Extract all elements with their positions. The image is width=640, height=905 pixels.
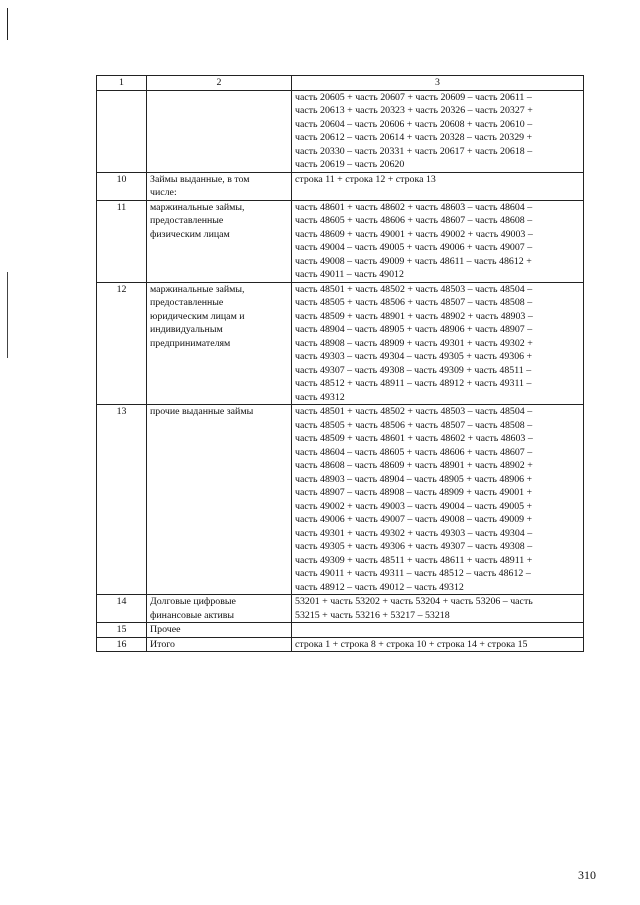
formula-line: часть 48501 + часть 48502 + часть 48503 – часть 48504 – [295,406,533,417]
formula-line: часть 49011 – часть 49012 [295,269,404,280]
indicator-name-line: юридическим лицам и [150,310,245,322]
formula-line: часть 48505 + часть 48506 + часть 48507 – часть 48508 – [295,297,533,308]
formula-line: 53201 + часть 53202 + часть 53204 + часть 53206 – часть [295,596,533,607]
formula-table [96,75,584,652]
formula-line: часть 48907 – часть 48908 – часть 48909 + часть 49001 + [295,487,533,498]
indicator-name [147,172,292,200]
formula-line: часть 48912 – часть 49012 – часть 49312 [295,581,464,593]
indicator-name-line: Прочее [150,624,181,635]
formula-line: часть 48601 + часть 48602 + часть 48603 – часть 48604 – [295,201,533,213]
row-number: 15 [97,623,147,638]
indicator-name-line: финансовые активы [150,609,235,621]
row-number: 12 [97,282,147,405]
indicator-name [147,405,292,595]
formula-line: 53215 + часть 53216 + 53217 – 53218 [295,609,450,621]
formula-line: часть 48908 – часть 48909 + часть 49301 + часть 49302 + [295,337,533,349]
indicator-name-line: Итого [150,638,175,650]
calculation-formula [292,405,584,595]
formula-line: часть 49305 + часть 49306 + часть 49307 – часть 49308 – [295,541,533,552]
formula-line: строка 11 + строка 12 + строка 13 [295,173,436,185]
indicator-name-line: Долговые цифровые [150,596,236,607]
indicator-name [147,282,292,405]
formula-line: часть 20613 + часть 20323 + часть 20326 – часть 20327 + [295,105,533,116]
formula-line: часть 48904 – часть 48905 + часть 48906 + часть 48907 – [295,324,533,335]
table-header-row [97,76,584,91]
table-row [97,282,584,405]
formula-line: часть 48509 + часть 48601 + часть 48602 + часть 48603 – [295,433,533,444]
row-number: 13 [97,405,147,595]
row-number [97,90,147,172]
row-number: 11 [97,200,147,282]
calculation-formula [292,90,584,172]
formula-line: часть 48505 + часть 48506 + часть 48507 – часть 48508 – [295,419,533,431]
formula-line: часть 49303 – часть 49304 – часть 49305 + часть 49306 + [295,351,533,362]
margin-mark [7,272,8,358]
calculation-formula [292,637,584,652]
indicator-name-line: маржинальные займы, [150,283,245,295]
indicator-name [147,637,292,652]
table-row [97,595,584,623]
indicator-name [147,90,292,172]
table-row [97,623,584,638]
table-row [97,637,584,652]
formula-line: часть 49301 + часть 49302 + часть 49303 – часть 49304 – [295,527,533,539]
indicator-name-line: прочие выданные займы [150,406,254,417]
formula-line: часть 49307 – часть 49308 – часть 49309 + часть 48511 – [295,364,532,376]
formula-line: часть 49004 – часть 49005 + часть 49006 + часть 49007 – [295,242,533,253]
indicator-name [147,623,292,638]
formula-line: часть 48501 + часть 48502 + часть 48503 – часть 48504 – [295,283,533,295]
formula-line: часть 49309 + часть 48511 + часть 48611 + часть 48911 + [295,554,533,566]
indicator-name-line: числе: [150,187,177,198]
formula-line: часть 20330 – часть 20331 + часть 20617 + часть 20618 – [295,145,533,157]
calculation-formula [292,623,584,638]
table-row [97,200,584,282]
row-number: 14 [97,595,147,623]
formula-line: часть 49006 + часть 49007 – часть 49008 – часть 49009 + [295,514,533,525]
indicator-name-line: Займы выданные, в том [150,173,250,185]
indicator-name-line: физическим лицам [150,228,230,240]
margin-mark [7,8,8,40]
calculation-formula [292,200,584,282]
table-row [97,172,584,200]
table-row [97,405,584,595]
indicator-name [147,200,292,282]
formula-line: часть 48609 + часть 49001 + часть 49002 + часть 49003 – [295,228,533,240]
formula-line: часть 48604 – часть 48605 + часть 48606 + часть 48607 – [295,446,533,458]
indicator-name-line: предпринимателям [150,337,231,349]
formula-line: часть 48512 + часть 48911 – часть 48912 + часть 49311 – [295,378,532,389]
row-number: 10 [97,172,147,200]
formula-line: часть 20604 – часть 20606 + часть 20608 + часть 20610 – [295,118,533,130]
column-header: 1 [97,76,147,91]
calculation-formula [292,172,584,200]
indicator-name-line: маржинальные займы, [150,201,245,213]
formula-line: часть 48903 – часть 48904 – часть 48905 + часть 48906 + [295,473,533,485]
indicator-name-line: индивидуальным [150,324,223,335]
row-number: 16 [97,637,147,652]
table-body [97,90,584,652]
column-header: 3 [292,76,584,91]
indicator-name-line: предоставленные [150,297,224,308]
column-header: 2 [147,76,292,91]
calculation-formula [292,282,584,405]
formula-line: строка 1 + строка 8 + строка 10 + строка 14 + строка 15 [295,638,528,650]
formula-line: часть 20605 + часть 20607 + часть 20609 – часть 20611 – [295,91,532,103]
table-row [97,90,584,172]
formula-line: часть 20612 – часть 20614 + часть 20328 – часть 20329 + [295,132,533,143]
formula-line: часть 49312 [295,391,345,403]
formula-line: часть 20619 – часть 20620 [295,159,405,170]
formula-line: часть 49011 + часть 49311 – часть 48512 – часть 48612 – [295,568,531,579]
indicator-name-line: предоставленные [150,215,224,226]
calculation-formula [292,595,584,623]
formula-line: часть 48608 – часть 48609 + часть 48901 + часть 48902 + [295,460,533,471]
formula-line: часть 49002 + часть 49003 – часть 49004 – часть 49005 + [295,500,533,512]
formula-line: часть 49008 – часть 49009 + часть 48611 – часть 48612 + [295,255,532,267]
formula-line: часть 48605 + часть 48606 + часть 48607 – часть 48608 – [295,215,533,226]
formula-line: часть 48509 + часть 48901 + часть 48902 + часть 48903 – [295,310,533,322]
indicator-name [147,595,292,623]
page-number: 310 [578,868,596,882]
